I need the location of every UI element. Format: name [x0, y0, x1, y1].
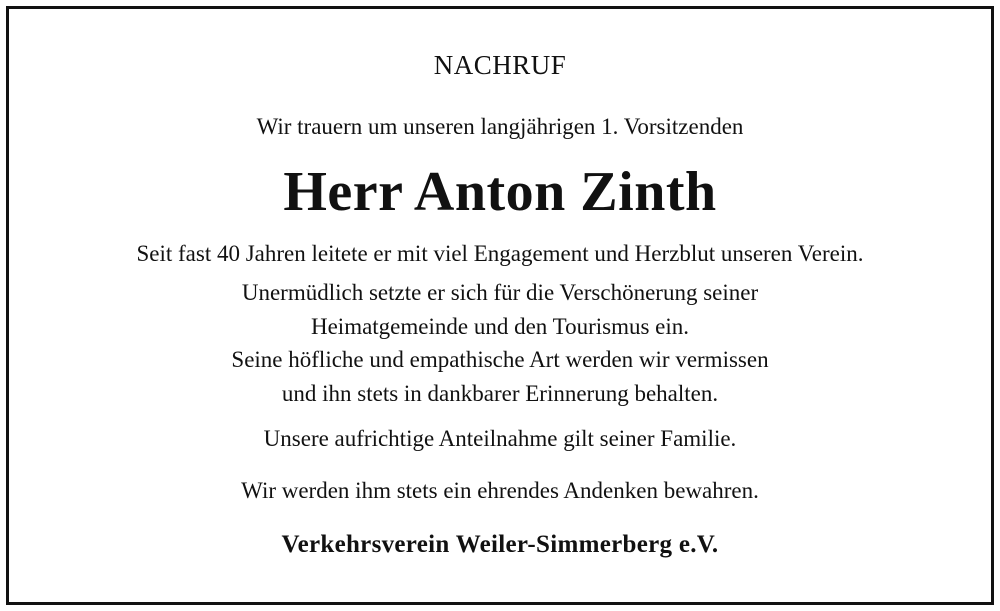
- body-line: Unermüdlich setzte er sich für die Verschönerung seiner: [241, 280, 759, 305]
- condolence-text: Unsere aufrichtige Anteilnahme gilt seiner Familie.: [263, 426, 737, 451]
- intro-text: Wir trauern um unseren langjährigen 1. Vorsitzenden: [256, 114, 744, 139]
- remembrance-text: Wir werden ihm stets ein ehrendes Andenken bewahren.: [241, 478, 759, 503]
- body-line: und ihn stets in dankbarer Erinnerung behalten.: [281, 381, 719, 406]
- body-line: Seine höfliche und empathische Art werden wir vermissen: [231, 347, 769, 372]
- deceased-name: Herr Anton Zinth: [283, 161, 717, 223]
- organization-signature: Verkehrsverein Weiler-Simmerberg e.V.: [281, 531, 719, 558]
- body-line: Heimatgemeinde und den Tourismus ein.: [310, 314, 690, 339]
- body-line: Seit fast 40 Jahren leitete er mit viel Engagement und Herzblut unseren Verein.: [136, 241, 864, 266]
- notice-heading: NACHRUF: [433, 50, 567, 80]
